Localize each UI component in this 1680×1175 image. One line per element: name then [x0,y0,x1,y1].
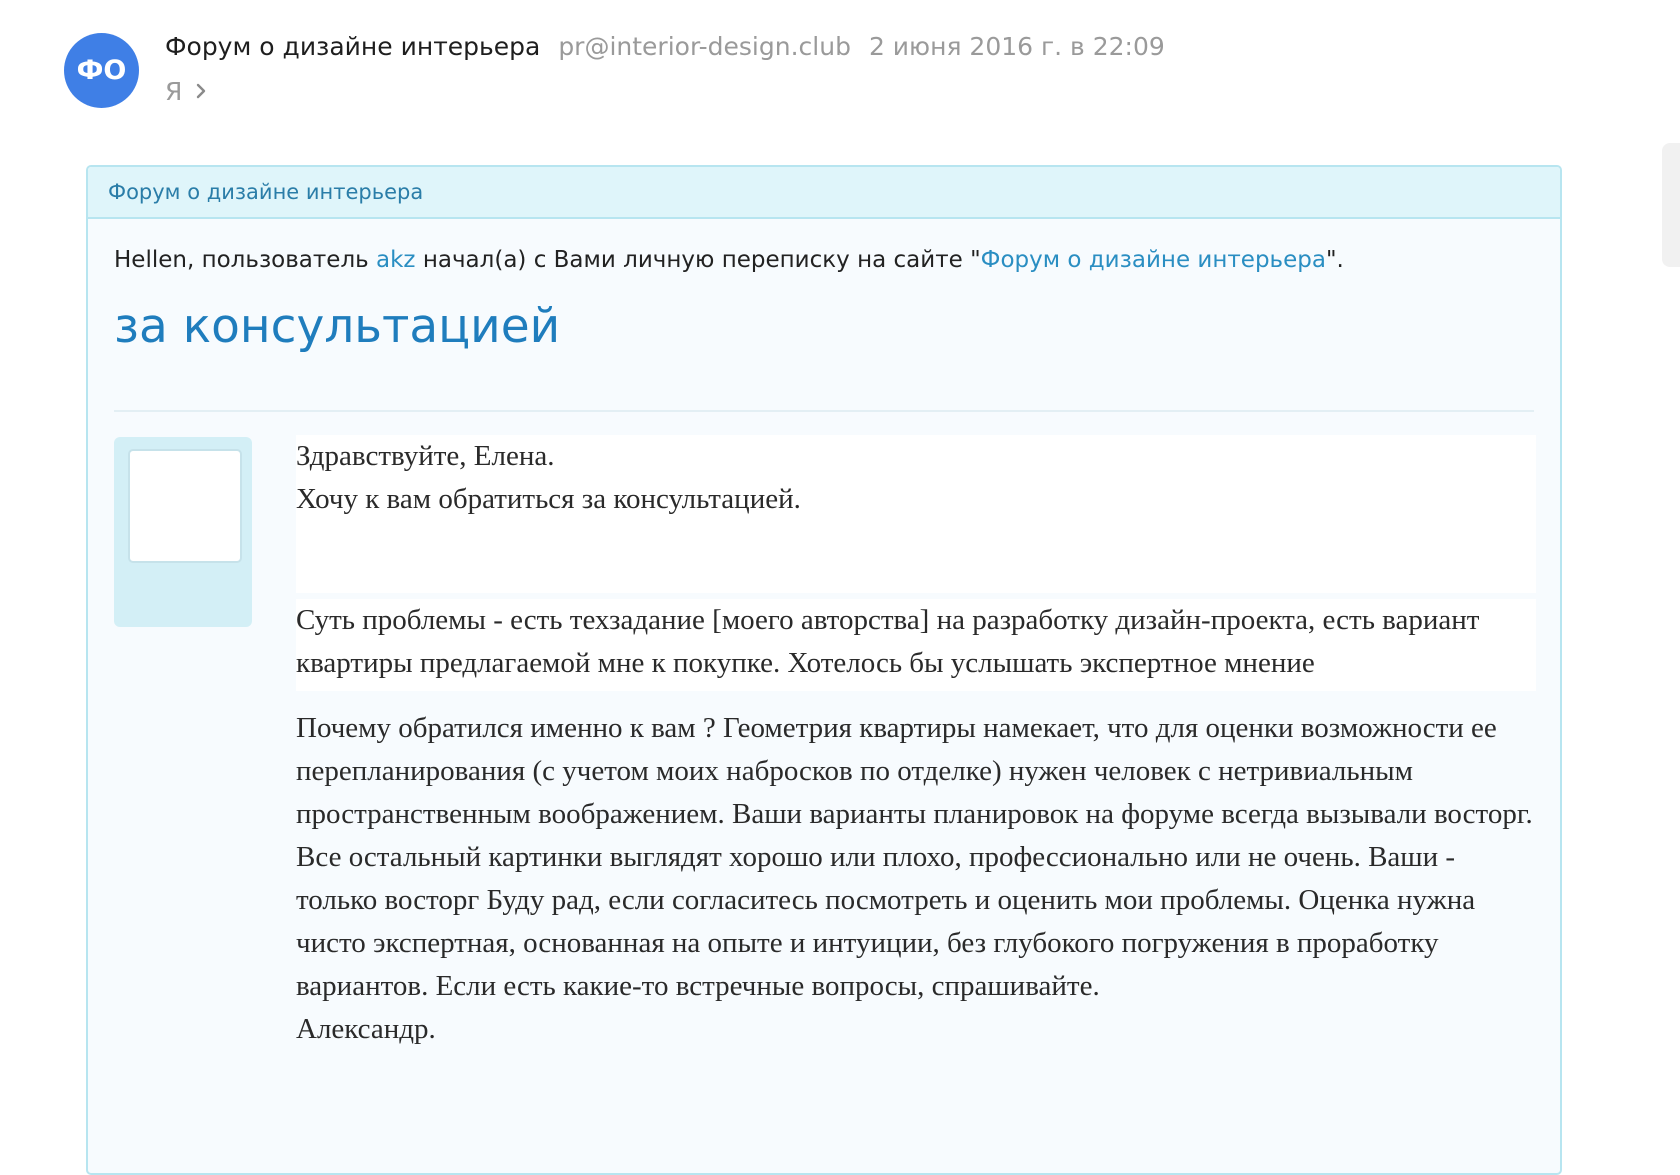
sender-email[interactable]: pr@interior-design.club [558,32,851,61]
sender-name[interactable]: Форум о дизайне интерьера [165,32,541,61]
intro-part2: начал(а) с Вами личную переписку на сайте " [415,247,981,273]
message-body [296,435,1536,1051]
scrollbar[interactable] [1662,143,1680,267]
divider [114,410,1534,412]
avatar-initials: ФО [76,55,127,86]
site-link[interactable]: Форум о дизайне интерьера [980,247,1326,273]
message-paragraph [296,435,1536,593]
intro-part1: , пользователь [186,247,377,273]
sent-date: 2 июня 2016 г. в 22:09 [868,32,1165,61]
message-text: Почему обратился именно к вам ? Геометрия квартиры намекает, что для оценки возможности ее перепланирования (с учетом моих набросков по отделке) нужен человек с нетривиальным пространственным воображением. Ваши варианты планировок на форуме всегда вызывали восторг. Все остальный картинки выглядят хорошо или плохо, профессионально или не очень. Ваши - только восторг Буду рад, если согласитесь посмотреть и оценить мои проблемы. Оценка нужна чисто экспертная, основанная на опыте и интуиции, без глубокого погружения в проработку вариантов. Если есть какие-то встречные вопросы, спрашивайте. [296,712,1533,1002]
forum-header-bar [88,167,1560,219]
intro-text [114,247,1344,273]
message-paragraph [296,707,1536,1051]
conversation-title[interactable]: за консультацией [114,299,561,354]
author-avatar-frame [114,437,252,627]
email-body-panel [86,165,1562,1175]
forum-header-link[interactable]: Форум о дизайне интерьера [108,180,424,204]
recipient-toggle[interactable] [165,74,206,108]
message-line: Хочу к вам обратиться за консультацией. [296,483,801,515]
recipient-label: Я [165,76,183,106]
message-signature: Александр. [296,1013,436,1045]
message-greeting: Здравствуйте, Елена. [296,440,555,472]
author-avatar[interactable] [128,449,242,563]
greeting-name: Hellen [114,247,187,273]
intro-part3: ". [1325,247,1344,273]
sender-avatar[interactable] [64,33,139,108]
message-paragraph: Суть проблемы - есть техзадание [моего авторства] на разработку дизайн-проекта, есть вариант квартиры предлагаемой мне к покупке. Хотелось бы услышать экспертное мнение [296,599,1536,691]
message-header [165,32,1165,68]
chevron-right-icon[interactable] [196,77,206,105]
user-link[interactable]: akz [376,247,416,273]
